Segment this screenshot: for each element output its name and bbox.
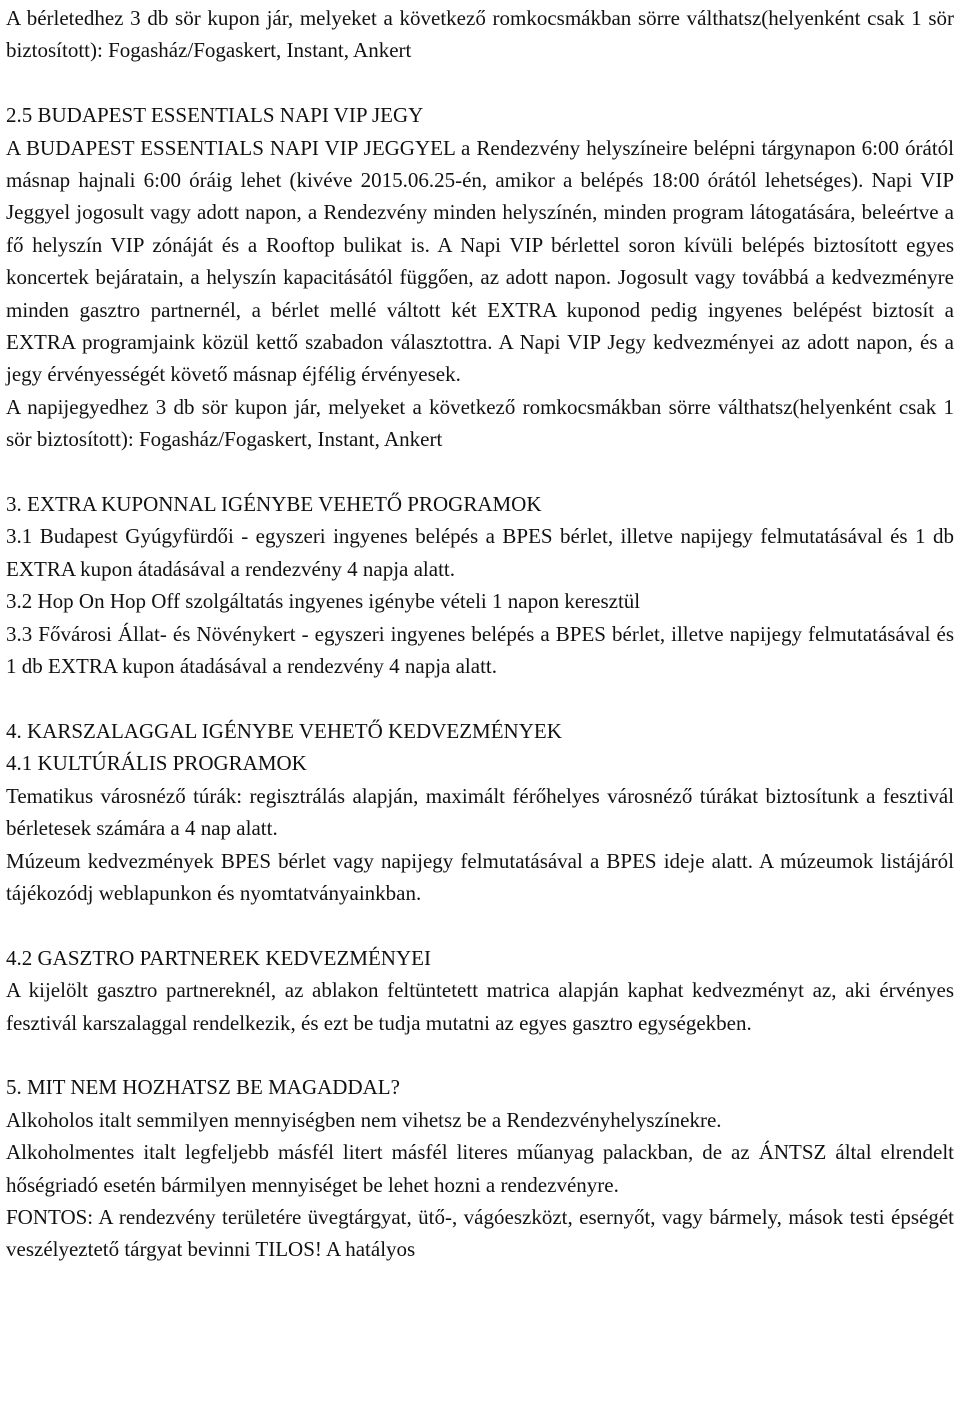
- important-notice-paragraph: FONTOS: A rendezvény területére üvegtárgyat, ütő-, vágóeszközt, esernyőt, vagy bármely, mások testi épségét veszélyeztető tárgyat bevinni TILOS! A hatályos: [6, 1204, 954, 1262]
- section-3-heading: 3. EXTRA KUPONNAL IGÉNYBE VEHETŐ PROGRAMOK: [6, 492, 542, 517]
- section-3-item-2: 3.2 Hop On Hop Off szolgáltatás ingyenes igénybe vételi 1 napon keresztül: [6, 589, 641, 614]
- museum-discount-paragraph: Múzeum kedvezmények BPES bérlet vagy napijegy felmutatásával a BPES ideje alatt. A múzeumok listájáról tájékozódj weblapunkon és nyomtatványainkban.: [6, 848, 954, 905]
- day-vip-heading: 2.5 BUDAPEST ESSENTIALS NAPI VIP JEGY: [6, 103, 424, 128]
- city-tours-paragraph: Tematikus városnéző túrák: regisztrálás alapján, maximált férőhelyes városnéző túrákat biztosítunk a fesztivál bérletesek számára a 4 nap alatt.: [6, 783, 954, 841]
- section-4-heading: 4. KARSZALAGGAL IGÉNYBE VEHETŐ KEDVEZMÉNYEK: [6, 718, 562, 743]
- spacer: [6, 909, 954, 941]
- spacer: [6, 67, 954, 99]
- day-vip-paragraph: A BUDAPEST ESSENTIALS NAPI VIP JEGGYEL a Rendezvény helyszíneire belépni tárgynapon 6:00 órától másnap hajnali 6:00 óráig lehet (kivéve 2015.06.25-én, amikor a belépés 18:00 órától lehetséges). Napi VIP Jeggyel jogosult vagy adott napon, a Rendezvény minden helyszínén, minden program látogatására, beleértve a fő helyszín VIP zónáját és a Rooftop bulikat is. A Napi VIP bérlettel soron kívüli belépés biztosított egyes koncertek bejáratain, a helyszín kapacitásától függően, az adott napon. Jogosult vagy továbbá a kedvezményre minden gasztro partnernél, a bérlet mellé váltott két EXTRA kuponod pedig ingyenes belépést biztosít a EXTRA programjaink közül kettő szabadon választottra. A Napi VIP Jegy kedvezményei az adott napon, és a jegy érvényességét követő másnap éjfélig érvényesek.: [6, 135, 954, 387]
- non-alcohol-rule-paragraph: Alkoholmentes italt legfeljebb másfél litert másfél literes műanyag palackban, de az ÁNTSZ által elrendelt hőségriadó esetén bármilyen mennyiséget be lehet hozni a rendezvényre.: [6, 1140, 954, 1197]
- gastro-partners-paragraph: A kijelölt gasztro partnereknél, az ablakon feltüntetett matrica alapján kaphat kedvezményt az, aki érvényes fesztivál karszalaggal rendelkezik, és ezt be tudja mutatni az egyes gasztro egységekben.: [6, 978, 954, 1035]
- section-3-item-3: 3.3 Fővárosi Állat- és Növénykert - egyszeri ingyenes belépés a BPES bérlet, illetve napijegy felmutatásával és 1 db EXTRA kupon átadásával a rendezvény 4 napja alatt.: [6, 621, 954, 679]
- section-4-2-heading: 4.2 GASZTRO PARTNEREK KEDVEZMÉNYEI: [6, 945, 431, 970]
- beer-coupon-day-paragraph: A napijegyedhez 3 db sör kupon jár, melyeket a következő romkocsmákban sörre válthatsz(helyenként csak 1 sör biztosított): Fogasház/Fogaskert, Instant, Ankert: [6, 394, 954, 452]
- section-3-item-1: 3.1 Budapest Gyúgyfürdői - egyszeri ingyenes belépés a BPES bérlet, illetve napijegy felmutatásával és 1 db EXTRA kupon átadásával a rendezvény 4 napja alatt.: [6, 524, 954, 581]
- spacer: [6, 456, 954, 488]
- section-4-1-heading: 4.1 KULTÚRÁLIS PROGRAMOK: [6, 751, 307, 776]
- beer-coupon-pass-paragraph: A bérletedhez 3 db sör kupon jár, melyeket a következő romkocsmákban sörre válthatsz(helyenként csak 1 sör biztosított): Fogasház/Fogaskert, Instant, Ankert: [6, 6, 954, 63]
- section-5-heading: 5. MIT NEM HOZHATSZ BE MAGADDAL?: [6, 1075, 400, 1100]
- spacer: [6, 683, 954, 715]
- alcohol-rule-paragraph: Alkoholos italt semmilyen mennyiségben nem vihetsz be a Rendezvényhelyszínekre.: [6, 1107, 722, 1132]
- spacer: [6, 1039, 954, 1071]
